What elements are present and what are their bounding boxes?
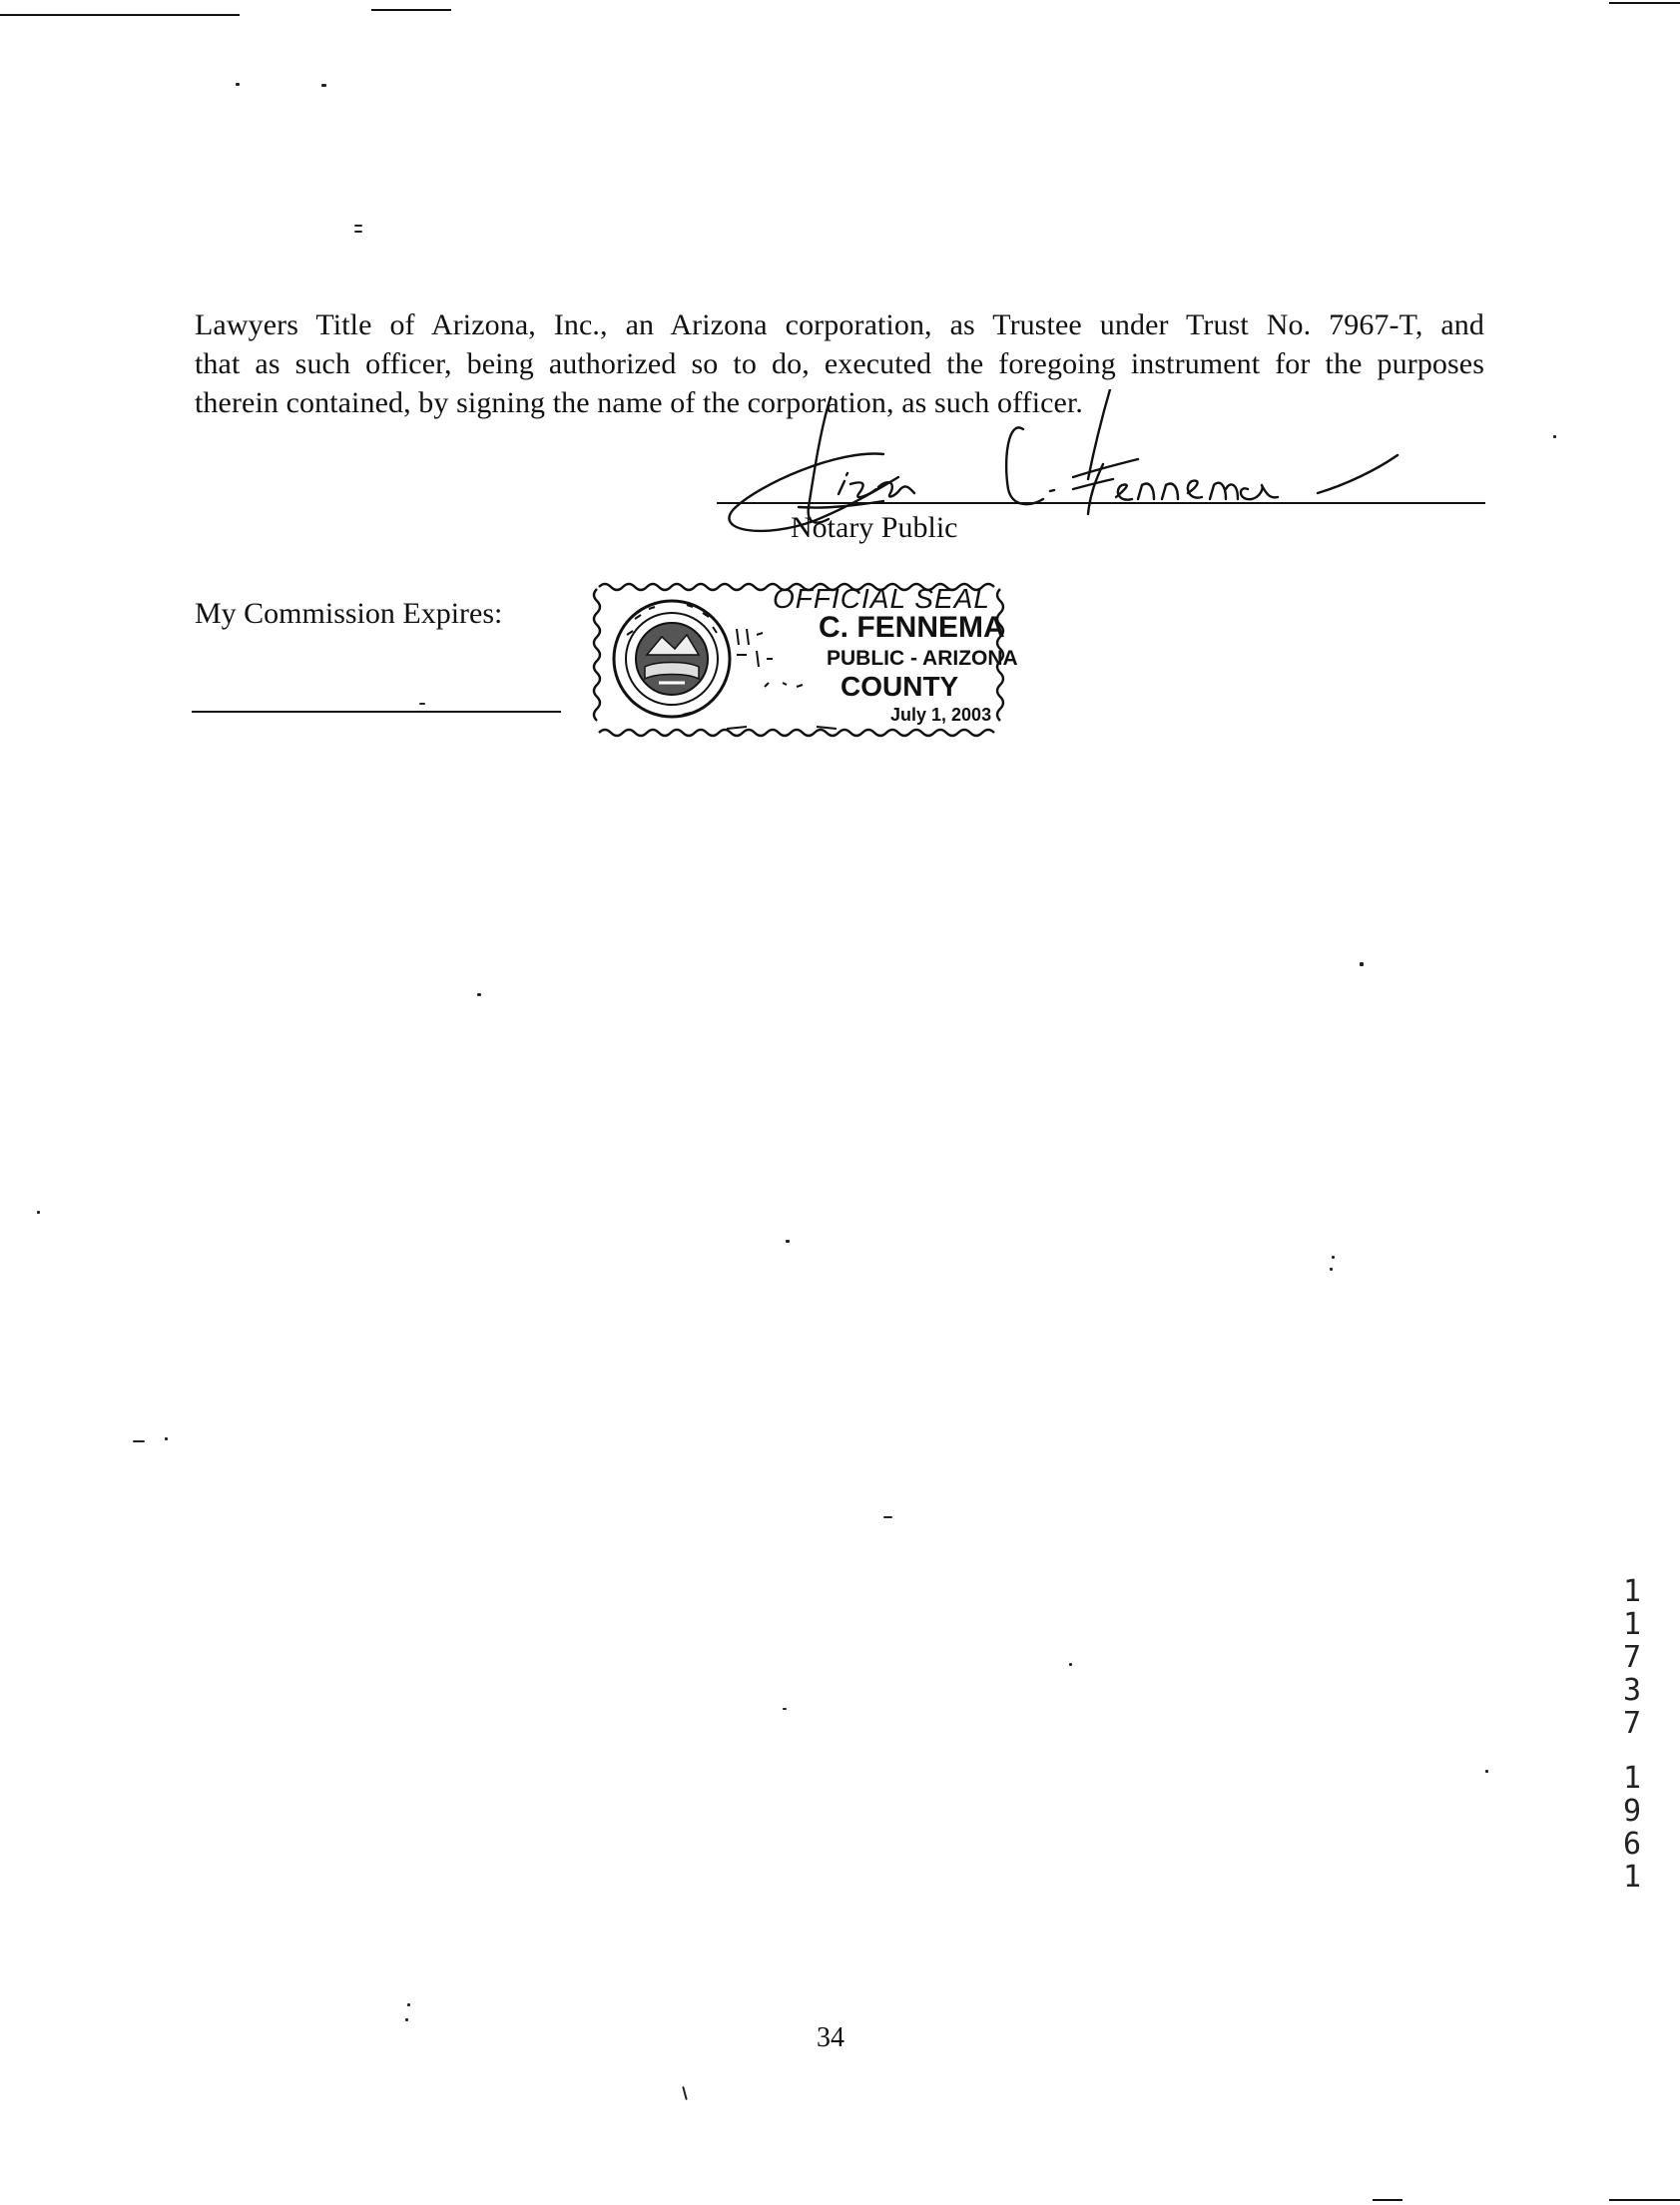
scan-speck bbox=[354, 225, 362, 227]
paragraph-line: Lawyers Title of Arizona, Inc., an Arizona corporation, as Trustee under Trust No. 7967-T, and bbox=[195, 308, 1484, 341]
official-seal-stamp bbox=[587, 575, 1016, 745]
seal-notary-state: PUBLIC - ARIZONA bbox=[827, 647, 1018, 670]
scan-speck bbox=[407, 2003, 410, 2006]
scan-speck bbox=[405, 2018, 408, 2021]
stamp-digit: 1 bbox=[1622, 1607, 1642, 1642]
commission-expires-label: My Commission Expires: bbox=[195, 597, 503, 630]
stamp-digit: 7 bbox=[1622, 1706, 1642, 1741]
seal-county: COUNTY bbox=[840, 671, 959, 702]
stamp-digit: 9 bbox=[1622, 1794, 1642, 1829]
state-seal-icon bbox=[614, 601, 730, 717]
scan-artifact-rule bbox=[1373, 2199, 1402, 2201]
scan-speck bbox=[321, 84, 326, 87]
scan-speck bbox=[883, 1516, 892, 1518]
scan-speck bbox=[1553, 435, 1556, 438]
paragraph-line: therein contained, by signing the name of the corporation, as such officer. bbox=[195, 386, 1084, 419]
signature-line bbox=[717, 502, 1485, 504]
scan-artifact-rule bbox=[0, 14, 240, 16]
margin-recording-number bbox=[1617, 1575, 1647, 1894]
scan-speck bbox=[1330, 1268, 1333, 1271]
scan-speck bbox=[1332, 1256, 1335, 1259]
paragraph-line: that as such officer, being authorized so to do, executed the foregoing instrument for the purposes bbox=[195, 347, 1484, 380]
seal-expiration: July 1, 2003 bbox=[890, 705, 992, 725]
scan-speck bbox=[133, 1440, 145, 1442]
commission-date-line bbox=[192, 711, 561, 713]
scan-speck bbox=[1485, 1770, 1488, 1773]
scan-speck bbox=[786, 1240, 790, 1243]
scan-speck bbox=[783, 1708, 787, 1710]
stamp-digit: 1 bbox=[1622, 1761, 1642, 1796]
scan-speck bbox=[1069, 1663, 1072, 1666]
scan-artifact-rule bbox=[371, 9, 451, 11]
stamp-digit: 6 bbox=[1622, 1827, 1642, 1862]
seal-name: C. FENNEMA bbox=[819, 611, 1005, 644]
scan-speck bbox=[165, 1437, 168, 1440]
scan-artifact-rule bbox=[1609, 2, 1680, 4]
scan-speck bbox=[37, 1211, 40, 1214]
stamp-digit: 1 bbox=[1622, 1574, 1642, 1609]
scan-artifact-rule bbox=[1609, 2199, 1680, 2201]
seal-title: OFFICIAL SEAL bbox=[773, 583, 990, 614]
scan-speck bbox=[236, 83, 240, 86]
stamp-digit: 1 bbox=[1622, 1860, 1642, 1895]
stamp-digit: 3 bbox=[1622, 1673, 1642, 1708]
scan-speck bbox=[1360, 962, 1364, 966]
stamp-digit: 7 bbox=[1622, 1640, 1642, 1675]
scan-speck bbox=[682, 2086, 688, 2100]
scan-speck bbox=[419, 703, 425, 705]
page-number: 34 bbox=[817, 2022, 844, 2053]
notary-public-label: Notary Public bbox=[791, 511, 958, 544]
scan-speck bbox=[354, 231, 362, 233]
scan-speck bbox=[477, 993, 481, 996]
